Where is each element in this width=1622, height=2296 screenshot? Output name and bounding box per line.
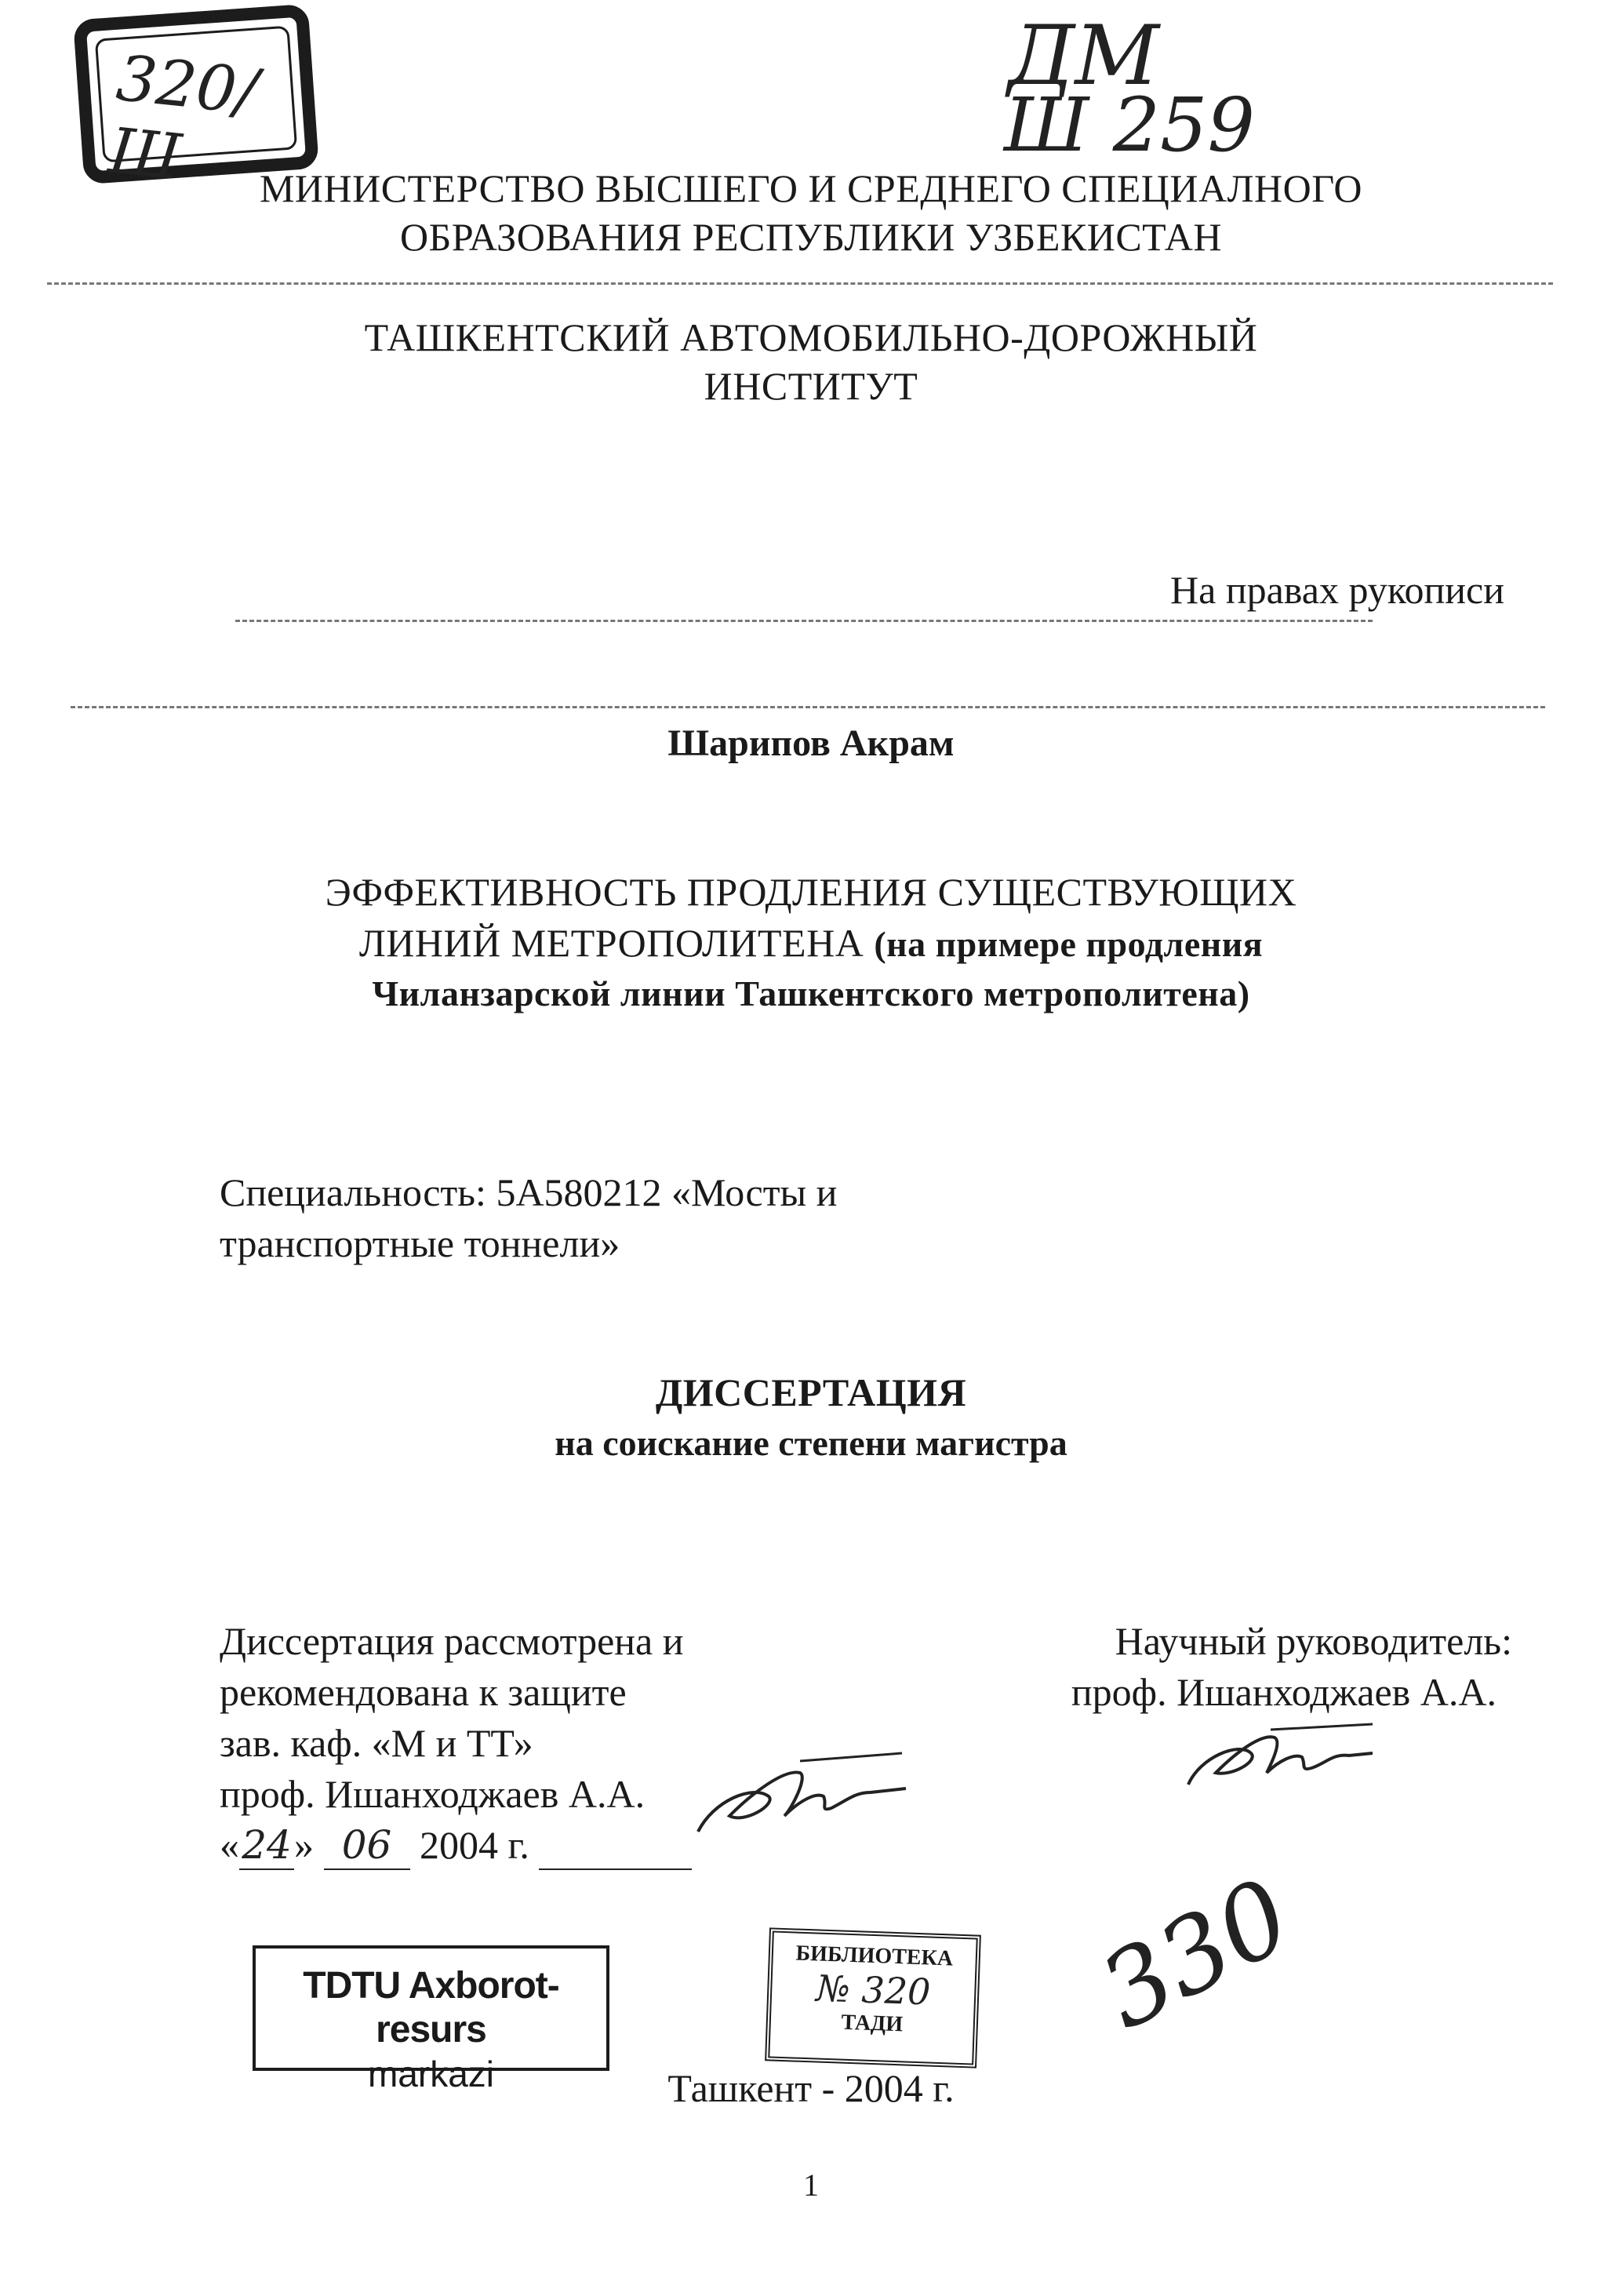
approval-signature-line [539,1821,692,1870]
title-line3: Чиланзарской линии Ташкентского метрополитена) [372,973,1250,1013]
title-line2 [0,919,1622,968]
approval-line2: рекомендована к защите [220,1670,627,1714]
ministry-line2: ОБРАЗОВАНИЯ РЕСПУБЛИКИ УЗБЕКИСТАН [400,215,1222,259]
library-stamp-number: № 320 [815,1967,932,2014]
divider-3 [71,706,1545,708]
page-number: 1 [803,2167,819,2203]
city-year: Ташкент - 2004 г. [667,2066,955,2110]
approval-date-mid: » [294,1823,314,1867]
corner-number-text: 320/Ш [105,41,261,195]
ministry-line1: МИНИСТЕРСТВО ВЫСШЕГО И СРЕДНЕГО СПЕЦИАЛНОГО [259,166,1363,210]
resource-center-line1: TDTU Axborot-resurs [303,1965,559,2050]
supervisor-line2: проф. Ишанходжаев А.А. [1071,1670,1497,1714]
author-name: Шарипов Акрам [667,722,955,764]
library-stamp [765,1927,981,2068]
approval-signature [682,1737,910,1847]
dissertation-heading: ДИССЕРТАЦИЯ [655,1370,967,1414]
institute-line1: ТАШКЕНТСКИЙ АВТОМОБИЛЬНО-ДОРОЖНЫЙ [364,315,1258,359]
inventory-number: 330 [1081,1855,1310,2053]
resource-center-stamp [253,1945,609,2094]
title-line2-caps: ЛИНИЙ МЕТРОПОЛИТЕНА [358,921,864,965]
approval-line4: проф. Ишанходжаев А.А. [220,1772,646,1816]
corner-number-stamp [73,4,319,195]
shelf-code-line1: ДМ [1008,8,1159,104]
divider-1 [47,282,1553,285]
specialty-line2: транспортные тоннели» [220,1221,620,1265]
approval-date [220,1821,692,1870]
library-stamp-abbr: ТАДИ [841,2010,904,2037]
title-line2-rest: (на примере продления [874,924,1264,964]
approval-date-year: 2004 г. [420,1823,529,1867]
approval-line3: зав. каф. «М и ТТ» [220,1721,533,1765]
approval-line1: Диссертация рассмотрена и [220,1619,684,1663]
library-stamp-title: БИБЛИОТЕКА [795,1941,954,1971]
approval-date-day: 24 [239,1821,294,1870]
supervisor-line1: Научный руководитель: [1115,1619,1512,1663]
dissertation-subheading: на соискание степени магистра [555,1423,1067,1463]
shelf-code-line2: Ш 259 [1004,82,1255,169]
approval-date-open: « [220,1823,239,1867]
title-line1: ЭФФЕКТИВНОСТЬ ПРОДЛЕНИЯ СУЩЕСТВУЮЩИХ [325,870,1297,914]
specialty-line1: Специальность: 5А580212 «Мосты и [220,1170,838,1214]
approval-date-month: 06 [324,1821,410,1870]
manuscript-note: На правах рукописи [1170,568,1504,612]
supervisor-signature [1176,1710,1380,1796]
resource-center-line2: markazi [367,2054,495,2094]
institute-line2: ИНСТИТУТ [704,364,918,408]
divider-2 [235,620,1373,622]
